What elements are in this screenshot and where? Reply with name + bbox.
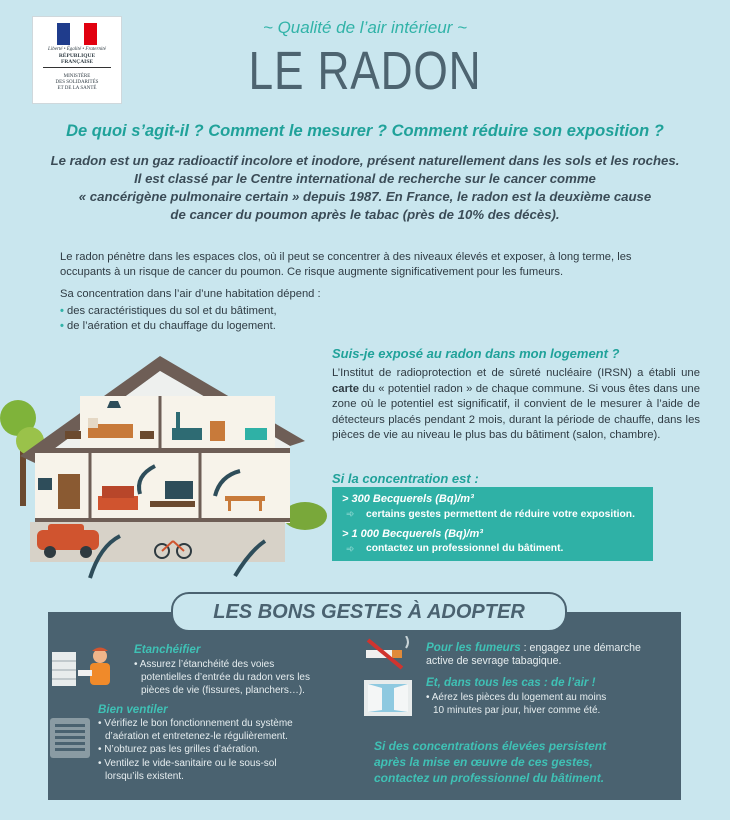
- air-heading: Et, dans tous les cas : de l’air !: [426, 676, 596, 689]
- text-line: après la mise en œuvre de ces gestes,: [374, 755, 593, 769]
- smokers-line-1: : engagez une démarche: [520, 642, 641, 654]
- smokers-text: [426, 641, 641, 668]
- worker-sealing-icon: [52, 646, 118, 690]
- exposure-text: [332, 366, 700, 444]
- text-line: 10 minutes par jour, hiver comme été.: [433, 705, 601, 717]
- seal-text: [134, 658, 310, 698]
- text-line: • N’obturez pas les grilles d’aération.: [98, 744, 260, 756]
- threshold-1000: > 1 000 Becquerels (Bq)/m³: [342, 528, 483, 540]
- concentration-box: [332, 487, 653, 561]
- factor-list: [60, 304, 680, 334]
- logo-republic: RÉPUBLIQUE FRANÇAISE: [43, 53, 111, 68]
- ministry-line: MINISTÈRE: [63, 74, 91, 79]
- intro-line: Le radon est un gaz radioactif incolore et inodore, présent naturellement dans les sols et les roches.: [50, 153, 680, 168]
- intro-line: « cancérigène pulmonaire certain » depuis 1987. En France, le radon est la deuxième cause: [78, 189, 652, 204]
- open-window-icon: [362, 678, 414, 718]
- intro-line: de cancer du poumon après le tabac (près de 10% des décès).: [170, 207, 560, 222]
- good-practices-title: LES BONS GESTES À ADOPTER: [171, 592, 567, 632]
- seal-heading: Etanchéifier: [134, 643, 201, 656]
- air-vent-icon: [48, 716, 92, 760]
- action-1000: contactez un professionnel du bâtiment.: [366, 543, 564, 554]
- list-item-text: des caractéristiques du sol et du bâtiment,: [67, 305, 277, 317]
- ministry-line: DES SOLIDARITÉS: [55, 80, 99, 85]
- text-line: • Aérez les pièces du logement au moins: [426, 692, 607, 703]
- action-300: certains gestes permettent de réduire votre exposition.: [366, 509, 635, 520]
- text-line: lorsqu’ils existent.: [105, 770, 184, 782]
- text-line: • Ventilez le vide-sanitaire ou le sous-sol: [98, 757, 277, 769]
- text-line: active de sevrage tabagique.: [426, 655, 562, 668]
- no-smoking-icon: [362, 636, 412, 672]
- exposure-text-a: L’Institut de radioprotection et de sûreté nucléaire (IRSN) a établi une: [332, 367, 700, 379]
- text-line: contactez un professionnel du bâtiment.: [374, 771, 605, 785]
- key-questions: De quoi s’agit-il ? Comment le mesurer ? Comment réduire son exposition ?: [66, 122, 664, 140]
- list-item: [60, 304, 680, 319]
- arrow-icon: ➾: [346, 509, 355, 520]
- final-advice: [374, 738, 664, 786]
- body-text: [60, 250, 680, 334]
- text-line: • Vérifiez le bon fonctionnement du système: [98, 718, 293, 729]
- concentration-heading: Si la concentration est :: [332, 471, 479, 486]
- map-keyword: carte: [332, 382, 360, 395]
- page-title: LE RADON: [248, 41, 482, 101]
- ventilate-heading: Bien ventiler: [98, 703, 168, 716]
- list-item: [60, 319, 680, 334]
- exposure-heading: Suis-je exposé au radon dans mon logement ?: [332, 346, 620, 361]
- intro-line: Il est classé par le Centre international de recherche sur le cancer comme: [134, 171, 596, 186]
- text-line: pièces de vie (fissures, planchers…).: [141, 685, 305, 697]
- arrow-icon: ➾: [346, 544, 355, 555]
- house-illustration: [0, 346, 330, 586]
- text-line: • Assurez l’étanchéité des voies: [134, 659, 275, 670]
- intro-paragraph: [10, 152, 720, 224]
- air-text: [426, 691, 606, 717]
- exposure-text-b: du « potentiel radon » de chaque commune. Si vous êtes dans une zone où le potentiel est significatif, il convient de le mesurer à l’aide de détecteurs placés pendant 2 mois, durant la période de chauffe, dans les pièces de vie au niveau le plus bas du bâtiment (salon, chambre).: [332, 382, 700, 441]
- text-line: Si des concentrations élevées persistent: [374, 739, 607, 753]
- ministry-line: ET DE LA SANTÉ: [57, 86, 97, 91]
- page-subtitle: ~ Qualité de l’air intérieur ~: [262, 18, 468, 37]
- ventilate-text: [98, 717, 293, 783]
- text-line: d’aération et entretenez-le régulièrement.: [105, 731, 288, 743]
- text-line: potentielles d’entrée du radon vers les: [141, 672, 310, 684]
- logo-motto: Liberté • Égalité • Fraternité: [48, 47, 106, 52]
- smokers-heading: Pour les fumeurs: [426, 641, 521, 654]
- threshold-300: > 300 Becquerels (Bq)/m³: [342, 493, 474, 505]
- list-item-text: de l’aération et du chauffage du logement.: [67, 320, 276, 332]
- body-paragraph: Sa concentration dans l’air d’une habitation dépend :: [60, 288, 321, 300]
- body-paragraph: Le radon pénètre dans les espaces clos, où il peut se concentrer à des niveaux élevés et exposer, à long terme, les occupants à un risque de cancer du poumon. Ce risque augmente significativement pour les fumeurs.: [60, 251, 632, 278]
